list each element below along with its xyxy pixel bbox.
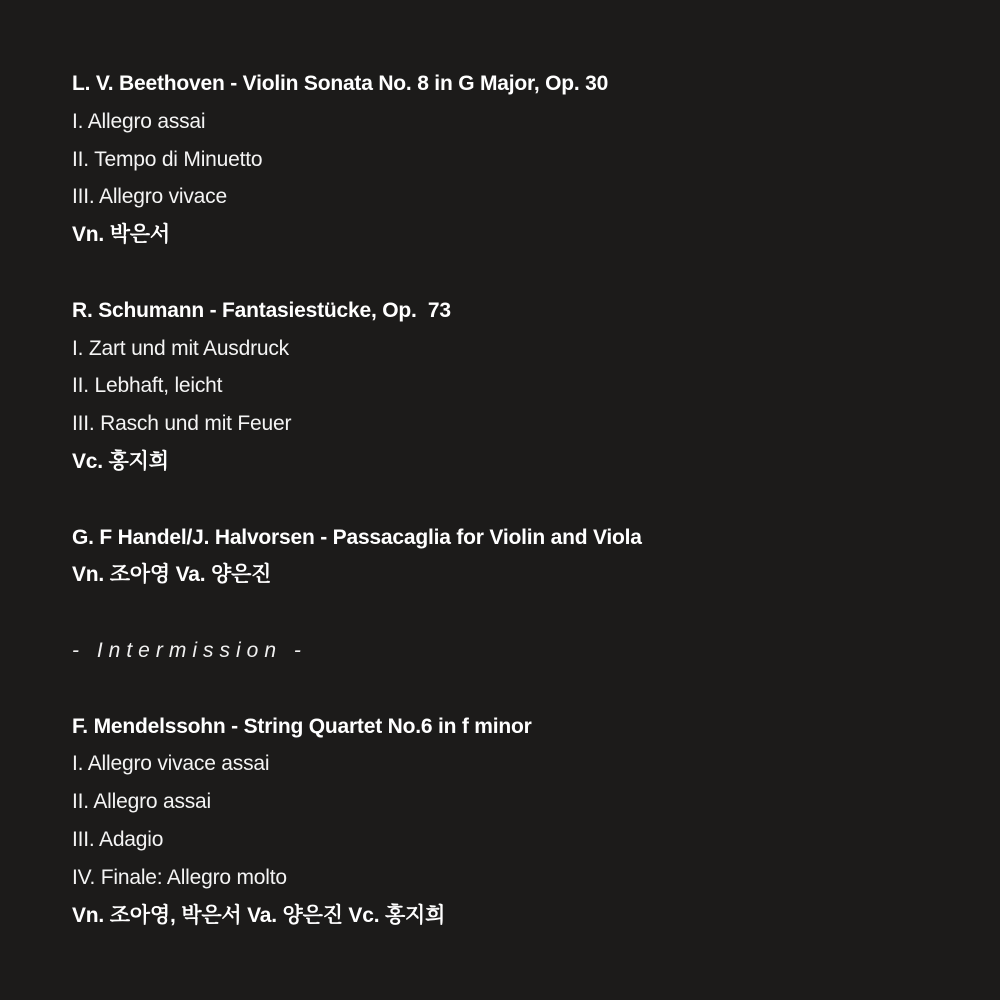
movement-3: III. Rasch und mit Feuer	[72, 412, 292, 436]
spacer	[72, 481, 952, 519]
movement-3: III. Allegro vivace	[72, 185, 227, 209]
spacer	[72, 254, 952, 292]
piece-handel-halvorsen	[72, 519, 952, 595]
movement-1: I. Allegro assai	[72, 109, 206, 133]
movement-2: II. Lebhaft, leicht	[72, 374, 223, 398]
concert-program	[72, 65, 952, 934]
performers: Vc. 홍지희	[72, 449, 169, 473]
movement-3: III. Adagio	[72, 827, 164, 851]
movement-1: I. Zart und mit Ausdruck	[72, 336, 289, 360]
performers: Vn. 조아영, 박은서 Va. 양은진 Vc. 홍지희	[72, 903, 446, 927]
piece-schumann	[72, 292, 952, 481]
spacer	[72, 670, 952, 708]
movement-4: IV. Finale: Allegro molto	[72, 865, 287, 889]
performers: Vn. 조아영 Va. 양은진	[72, 563, 272, 587]
piece-beethoven	[72, 65, 952, 254]
movement-2: II. Tempo di Minuetto	[72, 147, 263, 171]
piece-title: G. F Handel/J. Halvorsen - Passacaglia for Violin and Viola	[72, 525, 642, 549]
performers: Vn. 박은서	[72, 223, 170, 247]
piece-title: F. Mendelssohn - String Quartet No.6 in f minor	[72, 714, 532, 738]
movement-1: I. Allegro vivace assai	[72, 752, 270, 776]
piece-mendelssohn	[72, 708, 952, 935]
piece-title: L. V. Beethoven - Violin Sonata No. 8 in G Major, Op. 30	[72, 72, 609, 95]
movement-2: II. Allegro assai	[72, 790, 212, 814]
spacer	[72, 594, 952, 632]
intermission: - Intermission -	[72, 638, 307, 662]
piece-title: R. Schumann - Fantasiestücke, Op. 73	[72, 298, 451, 322]
